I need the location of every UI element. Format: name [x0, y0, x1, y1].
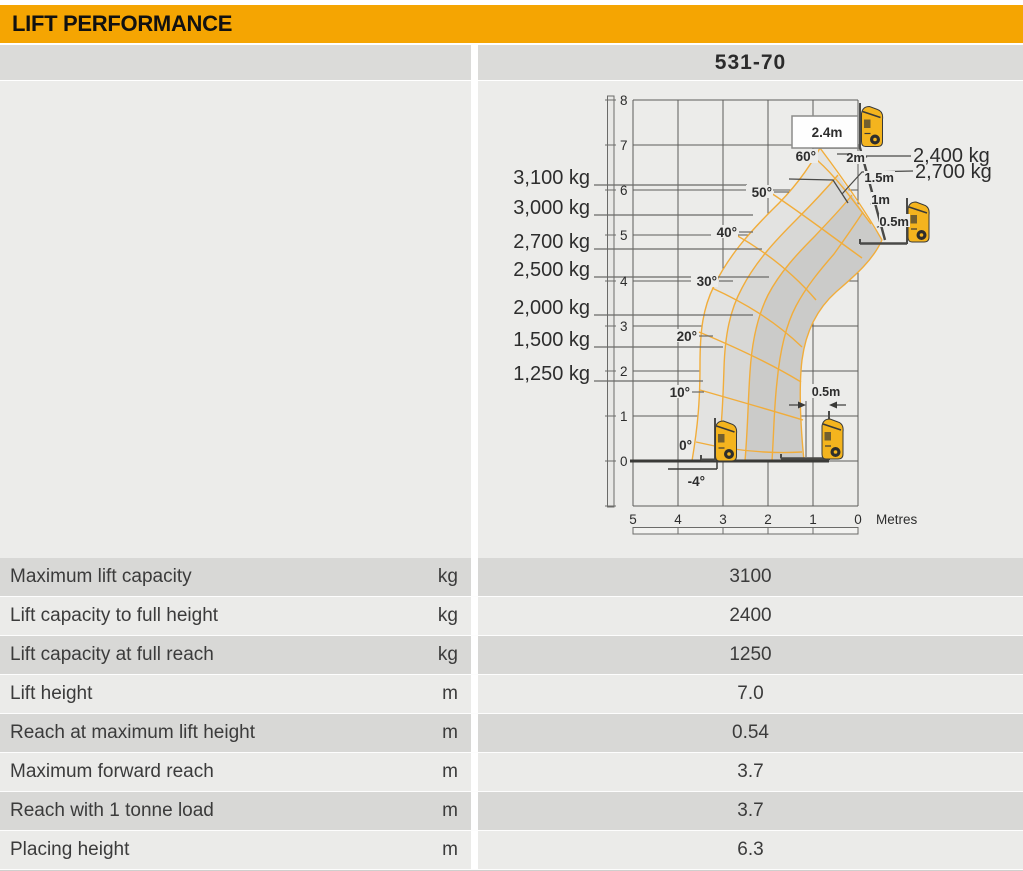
table-row: [0, 714, 1023, 753]
column-gap: [471, 45, 478, 80]
row-label: Reach with 1 tonne load: [10, 800, 214, 821]
row-value: 1250: [729, 644, 772, 665]
svg-text:5: 5: [629, 512, 637, 527]
svg-text:50°: 50°: [751, 185, 772, 200]
x-axis-tick-labels: [629, 512, 862, 527]
svg-text:2,000 kg: 2,000 kg: [513, 297, 590, 319]
row-label: Placing height: [10, 839, 130, 860]
svg-text:3: 3: [719, 512, 727, 527]
row-value: 0.54: [732, 722, 769, 743]
svg-text:2,400 kg: 2,400 kg: [913, 145, 990, 167]
svg-text:2m: 2m: [846, 150, 865, 165]
row-label: Lift height: [10, 683, 93, 704]
row-value: 3.7: [737, 800, 764, 821]
row-unit: m: [442, 839, 458, 860]
table-row: [0, 753, 1023, 792]
spec-table: [0, 558, 1023, 870]
row-label: Lift capacity at full reach: [10, 644, 214, 665]
machine-icon-ground-front: [822, 419, 843, 459]
svg-text:1: 1: [809, 512, 817, 527]
svg-text:3,000 kg: 3,000 kg: [513, 197, 590, 219]
svg-text:60°: 60°: [795, 149, 816, 164]
svg-text:0°: 0°: [679, 438, 692, 453]
svg-text:3,100 kg: 3,100 kg: [513, 167, 590, 189]
table-row: [0, 831, 1023, 870]
table-row: [0, 792, 1023, 831]
svg-text:4: 4: [620, 274, 628, 289]
load-chart-band: [0, 81, 1023, 558]
column-gap: [471, 792, 478, 830]
row-unit: m: [442, 683, 458, 704]
model-name: 531-70: [714, 50, 787, 74]
svg-text:2,500 kg: 2,500 kg: [513, 259, 590, 281]
svg-text:0: 0: [620, 454, 628, 469]
section-header-bar: [0, 5, 1023, 43]
svg-text:40°: 40°: [716, 225, 737, 240]
row-value: 3100: [729, 566, 772, 587]
svg-text:-4°: -4°: [687, 474, 705, 489]
svg-text:6: 6: [620, 183, 628, 198]
svg-text:20°: 20°: [676, 329, 697, 344]
row-unit: m: [442, 800, 458, 821]
column-gap: [471, 714, 478, 752]
svg-text:5: 5: [620, 228, 628, 243]
svg-text:1,250 kg: 1,250 kg: [513, 363, 590, 385]
svg-text:1,500 kg: 1,500 kg: [513, 329, 590, 351]
row-unit: m: [442, 722, 458, 743]
height-ruler: [605, 96, 616, 507]
table-row: [0, 558, 1023, 597]
svg-text:0.5m: 0.5m: [879, 214, 909, 229]
svg-text:7: 7: [620, 138, 628, 153]
scale-bar: [633, 528, 858, 535]
y-axis-tick-labels: [620, 93, 628, 469]
svg-text:2,700 kg: 2,700 kg: [915, 161, 992, 183]
svg-text:4: 4: [674, 512, 682, 527]
column-gap: [471, 558, 478, 596]
row-label: Maximum lift capacity: [10, 566, 192, 587]
svg-text:3: 3: [620, 319, 628, 334]
svg-text:0: 0: [854, 512, 862, 527]
front-offset-label: 0.5m: [811, 385, 841, 399]
svg-text:30°: 30°: [696, 274, 717, 289]
svg-text:2: 2: [764, 512, 772, 527]
row-label: Reach at maximum lift height: [10, 722, 255, 743]
svg-text:1: 1: [620, 409, 628, 424]
ground-line: [630, 461, 829, 469]
model-header-row: [0, 45, 1023, 80]
capacity-zone-labels: [513, 167, 590, 385]
row-label: Lift capacity to full height: [10, 605, 219, 626]
model-header-left-cell: [0, 45, 471, 80]
table-row: [0, 675, 1023, 714]
svg-text:1m: 1m: [871, 192, 890, 207]
machine-icon-top-right: [862, 107, 883, 147]
svg-text:1.5m: 1.5m: [864, 170, 894, 185]
svg-text:10°: 10°: [669, 385, 690, 400]
column-gap: [471, 753, 478, 791]
row-value: 2400: [729, 605, 772, 626]
row-value: 3.7: [737, 761, 764, 782]
machine-icon-mid-right: [908, 202, 929, 242]
row-unit: kg: [437, 644, 458, 665]
max-extension-label: 2.4m: [811, 125, 843, 140]
row-unit: kg: [437, 566, 458, 587]
x-axis-unit-label: Metres: [876, 512, 918, 527]
section-title: LIFT PERFORMANCE: [12, 11, 233, 36]
row-label: Maximum forward reach: [10, 761, 214, 782]
machine-icon-ground-rear: [716, 421, 737, 461]
svg-text:2,700 kg: 2,700 kg: [513, 231, 590, 253]
table-row: [0, 597, 1023, 636]
full-height-capacity-labels: [913, 145, 992, 183]
column-gap: [471, 636, 478, 674]
row-unit: kg: [437, 605, 458, 626]
row-value: 6.3: [737, 839, 764, 860]
row-unit: m: [442, 761, 458, 782]
model-header-cell: [478, 45, 1023, 80]
row-value: 7.0: [737, 683, 764, 704]
svg-text:8: 8: [620, 93, 628, 108]
table-row: [0, 636, 1023, 675]
load-chart: [0, 81, 1023, 558]
column-gap: [471, 597, 478, 635]
column-gap: [471, 831, 478, 869]
column-gap: [471, 675, 478, 713]
svg-text:2: 2: [620, 364, 628, 379]
